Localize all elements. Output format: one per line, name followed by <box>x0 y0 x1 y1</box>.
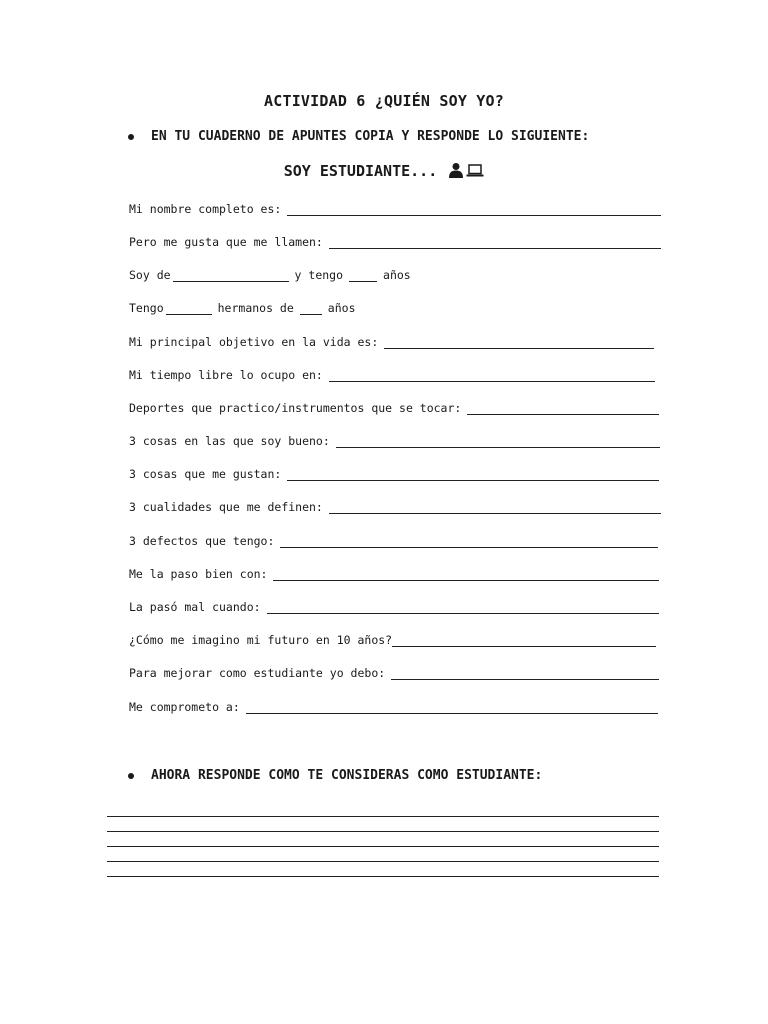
question-label: Mi principal objetivo en la vida es: <box>129 335 379 349</box>
question-future <box>129 631 656 647</box>
answer-blank[interactable] <box>391 667 659 680</box>
answer-line[interactable] <box>107 816 659 817</box>
answer-blank[interactable] <box>267 601 659 614</box>
answer-blank[interactable] <box>392 634 656 647</box>
question-label: años <box>327 301 356 315</box>
subtitle-text: SOY ESTUDIANTE... <box>283 162 438 180</box>
question-nickname <box>129 233 661 249</box>
question-siblings <box>129 299 356 315</box>
answer-blank[interactable] <box>273 568 659 581</box>
answer-blank[interactable] <box>467 402 659 415</box>
question-label: Me comprometo a: <box>129 700 240 714</box>
question-label: Deportes que practico/instrumentos que se tocar: <box>129 401 462 415</box>
answer-blank[interactable] <box>173 269 289 282</box>
answer-line[interactable] <box>107 846 659 847</box>
laptop-icon <box>466 162 484 178</box>
instruction-text-2: AHORA RESPONDE COMO TE CONSIDERAS COMO ESTUDIANTE: <box>151 768 543 783</box>
question-label: hermanos de <box>217 301 294 315</box>
question-label: La pasó mal cuando: <box>129 600 261 614</box>
answer-line[interactable] <box>107 861 659 862</box>
question-good-at <box>129 432 660 448</box>
question-label: 3 cualidades que me definen: <box>129 500 323 514</box>
question-full-name <box>129 200 661 216</box>
question-label: Mi nombre completo es: <box>129 202 282 216</box>
question-label: Soy de <box>129 268 171 282</box>
bullet-icon <box>128 134 134 140</box>
answer-blank[interactable] <box>287 468 659 481</box>
answer-line[interactable] <box>107 876 659 877</box>
question-good-time-with <box>129 565 659 581</box>
question-likes <box>129 465 659 481</box>
answer-blank[interactable] <box>329 369 655 382</box>
answer-blank[interactable] <box>300 302 322 315</box>
question-origin-age <box>129 266 411 282</box>
question-label: Tengo <box>129 301 164 315</box>
instruction-bullet-1 <box>128 129 589 144</box>
question-defects <box>129 532 658 548</box>
instruction-bullet-2 <box>128 768 542 783</box>
instruction-text-1: EN TU CUADERNO DE APUNTES COPIA Y RESPONDE LO SIGUIENTE: <box>151 129 590 144</box>
answer-blank[interactable] <box>280 535 658 548</box>
answer-blank[interactable] <box>336 435 660 448</box>
answer-blank[interactable] <box>329 501 661 514</box>
answer-blank[interactable] <box>166 302 212 315</box>
page-title: ACTIVIDAD 6 ¿QUIÉN SOY YO? <box>264 92 504 110</box>
answer-blank[interactable] <box>246 701 658 714</box>
question-qualities <box>129 498 661 514</box>
bullet-icon <box>128 773 134 779</box>
question-label: 3 cosas en las que soy bueno: <box>129 434 330 448</box>
answer-blank[interactable] <box>329 236 661 249</box>
question-bad-time-when <box>129 598 659 614</box>
question-label: Para mejorar como estudiante yo debo: <box>129 666 386 680</box>
question-label: y tengo <box>294 268 344 282</box>
question-label: años <box>383 268 411 282</box>
question-improve <box>129 664 659 680</box>
question-label: 3 cosas que me gustan: <box>129 467 282 481</box>
question-label: Mi tiempo libre lo ocupo en: <box>129 368 323 382</box>
student-icon <box>448 162 464 178</box>
answer-blank[interactable] <box>349 269 377 282</box>
question-commitment <box>129 698 658 714</box>
question-label: Pero me gusta que me llamen: <box>129 235 323 249</box>
answer-blank[interactable] <box>287 203 661 216</box>
answer-blank[interactable] <box>384 336 654 349</box>
section-subtitle <box>0 162 768 180</box>
question-free-time <box>129 366 655 382</box>
question-label: Me la paso bien con: <box>129 567 268 581</box>
question-sports-instruments <box>129 399 659 415</box>
question-life-goal <box>129 333 654 349</box>
question-label: 3 defectos que tengo: <box>129 534 275 548</box>
question-label: ¿Cómo me imagino mi futuro en 10 años? <box>129 633 393 647</box>
answer-line[interactable] <box>107 831 659 832</box>
